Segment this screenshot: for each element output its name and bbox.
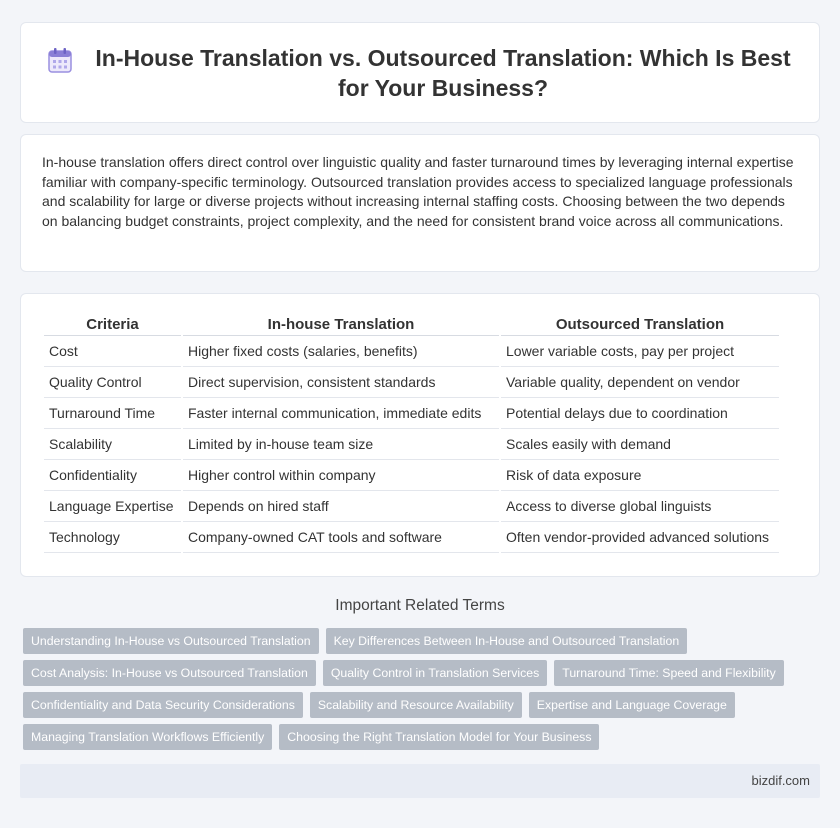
criteria-cell: Quality Control xyxy=(44,367,181,398)
related-term-tag[interactable]: Understanding In-House vs Outsourced Translation xyxy=(23,628,319,654)
outsourced-cell: Risk of data exposure xyxy=(501,460,779,491)
criteria-cell: Scalability xyxy=(44,429,181,460)
related-term-tag[interactable]: Confidentiality and Data Security Considerations xyxy=(23,692,303,718)
outsourced-cell: Scales easily with demand xyxy=(501,429,779,460)
in-house-cell: Higher control within company xyxy=(183,460,499,491)
table-row xyxy=(44,367,779,398)
header-card xyxy=(20,22,820,123)
footer-brand[interactable]: bizdif.com xyxy=(751,773,810,788)
table-row xyxy=(44,522,779,553)
criteria-cell: Technology xyxy=(44,522,181,553)
header-outsourced: Outsourced Translation xyxy=(501,316,779,336)
related-term-tag[interactable]: Turnaround Time: Speed and Flexibility xyxy=(554,660,783,686)
table-row xyxy=(44,429,779,460)
related-term-tag[interactable]: Scalability and Resource Availability xyxy=(310,692,522,718)
calendar-icon xyxy=(48,47,72,73)
comparison-table xyxy=(42,316,781,553)
in-house-cell: Limited by in-house team size xyxy=(183,429,499,460)
header-in-house: In-house Translation xyxy=(183,316,499,336)
outsourced-cell: Potential delays due to coordination xyxy=(501,398,779,429)
in-house-cell: Direct supervision, consistent standards xyxy=(183,367,499,398)
table-row xyxy=(44,460,779,491)
criteria-cell: Confidentiality xyxy=(44,460,181,491)
intro-paragraph: In-house translation offers direct control over linguistic quality and faster turnaround times by leveraging internal expertise familiar with company-specific terminology. Outsourced translation provides access to specialized language professionals and scalability for large or diverse projects without increasing internal staffing costs. Choosing between the two depends on balancing budget constraints, project complexity, and the need for consistent brand voice across all communications. xyxy=(42,154,794,229)
outsourced-cell: Access to diverse global linguists xyxy=(501,491,779,522)
outsourced-cell: Variable quality, dependent on vendor xyxy=(501,367,779,398)
intro-card xyxy=(20,134,820,272)
related-term-tag[interactable]: Choosing the Right Translation Model for Your Business xyxy=(279,724,599,750)
related-terms-title: Important Related Terms xyxy=(335,597,505,614)
related-term-tag[interactable]: Quality Control in Translation Services xyxy=(323,660,547,686)
related-terms-list xyxy=(23,628,803,750)
outsourced-cell: Lower variable costs, pay per project xyxy=(501,336,779,367)
in-house-cell: Company-owned CAT tools and software xyxy=(183,522,499,553)
related-term-tag[interactable]: Cost Analysis: In-House vs Outsourced Translation xyxy=(23,660,316,686)
comparison-table-card xyxy=(20,293,820,577)
table-row xyxy=(44,336,779,367)
criteria-cell: Language Expertise xyxy=(44,491,181,522)
in-house-cell: Faster internal communication, immediate edits xyxy=(183,398,499,429)
table-row xyxy=(44,398,779,429)
related-term-tag[interactable]: Managing Translation Workflows Efficiently xyxy=(23,724,272,750)
related-term-tag[interactable]: Expertise and Language Coverage xyxy=(529,692,735,718)
page-title: In-House Translation vs. Outsourced Translation: Which Is Best for Your Business? xyxy=(95,45,791,101)
header-criteria: Criteria xyxy=(44,316,181,336)
footer xyxy=(20,764,820,798)
outsourced-cell: Often vendor-provided advanced solutions xyxy=(501,522,779,553)
in-house-cell: Depends on hired staff xyxy=(183,491,499,522)
in-house-cell: Higher fixed costs (salaries, benefits) xyxy=(183,336,499,367)
table-header-row xyxy=(44,316,779,336)
criteria-cell: Turnaround Time xyxy=(44,398,181,429)
criteria-cell: Cost xyxy=(44,336,181,367)
table-row xyxy=(44,491,779,522)
related-term-tag[interactable]: Key Differences Between In-House and Outsourced Translation xyxy=(326,628,688,654)
